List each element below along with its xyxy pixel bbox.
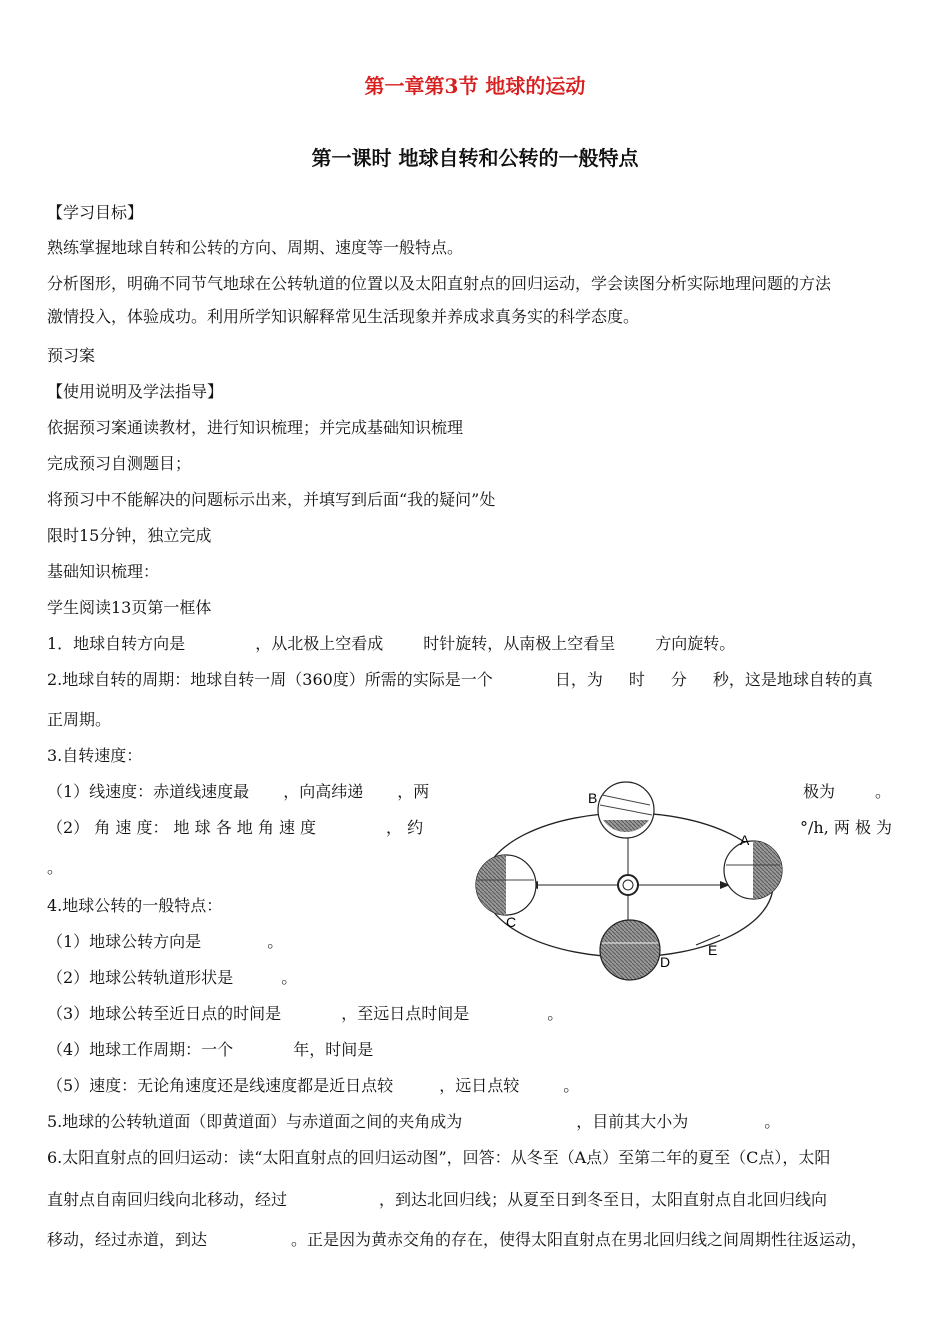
- usage-1: 依据预习案通读教材，进行知识梳理；并完成基础知识梳理: [47, 418, 464, 437]
- question-2: [47, 670, 873, 690]
- earth-a: [724, 841, 782, 899]
- question-6-line-2: [47, 1190, 827, 1210]
- q4-p1-text-a: （1）地球公转方向是: [47, 932, 202, 951]
- q4-p4-text-a: （4）地球工作周期：一个: [47, 1040, 234, 1059]
- q5-text-b: ，目前其大小为: [576, 1112, 689, 1131]
- q3-l1-text-e: 。: [875, 782, 892, 801]
- question-1: [47, 634, 735, 654]
- question-6-line-3: [47, 1230, 867, 1250]
- figure-label-a: A: [740, 832, 750, 848]
- question-6-line-1: 6.太阳直射点的回归运动：读“太阳直射点的回归运动图”，回答：从冬至（A点）至第二年的夏至（C点），太阳: [47, 1148, 831, 1167]
- q4-p3-text-c: 。: [547, 1004, 564, 1023]
- earth-d: [600, 920, 660, 980]
- question-4-head: 4.地球公转的一般特点：: [47, 896, 223, 915]
- q2-text-d: 分: [670, 670, 687, 689]
- q3-angular-speed: [47, 818, 423, 838]
- q3-line-speed: [47, 782, 429, 802]
- q6-text-b: ，到达北回归线；从夏至日到冬至日，太阳直射点自北回归线向: [379, 1190, 828, 1209]
- q6-text-d: 。正是因为黄赤交角的存在，使得太阳直射点在男北回归线之间周期性往返运动，: [291, 1230, 868, 1249]
- q4-p3-text-b: ，至远日点时间是: [341, 1004, 470, 1023]
- question-3-head: 3.自转速度：: [47, 746, 143, 765]
- q2-text-c: 时: [628, 670, 645, 689]
- goal-1: 熟练掌握地球自转和公转的方向、周期、速度等一般特点。: [47, 238, 464, 257]
- q4-p4-text-b: 年，时间是: [293, 1040, 374, 1059]
- q1-text-c: 时针旋转，从南极上空看呈: [423, 634, 616, 653]
- q4-part-1: [47, 932, 283, 952]
- q3-l1-text-c: ，两: [397, 782, 430, 801]
- figure-label-e: E: [708, 942, 718, 958]
- goal-3: 激情投入，体验成功。利用所学知识解释常见生活现象并养成求真务实的科学态度。: [47, 307, 640, 326]
- figure-label-d: D: [660, 954, 671, 970]
- sun: [618, 875, 638, 895]
- q3-l1-text-a: （1）线速度：赤道线速度最: [47, 782, 250, 801]
- q4-p5-text-c: 。: [563, 1076, 580, 1095]
- q4-p5-text-a: （5）速度：无论角速度还是线速度都是近日点较: [47, 1076, 394, 1095]
- q4-part-4: [47, 1040, 373, 1060]
- q1-text-a: 1．地球自转方向是: [47, 634, 186, 653]
- question-2-cont: 正周期。: [47, 710, 112, 729]
- q3-angular-speed-cont: 。: [47, 858, 64, 877]
- basics-heading: 基础知识梳理：: [47, 562, 160, 581]
- q4-p2-text-b: 。: [281, 968, 298, 987]
- q4-part-3: [47, 1004, 563, 1024]
- q2-text-a: 2.地球自转的周期：地球自转一周（360度）所需的实际是一个: [47, 670, 493, 689]
- earth-orbit-diagram: [468, 775, 798, 985]
- q4-p3-text-a: （3）地球公转至近日点的时间是: [47, 1004, 282, 1023]
- q4-part-5: [47, 1076, 579, 1096]
- preview-heading: 预习案: [47, 346, 96, 365]
- figure-label-c: C: [506, 914, 517, 930]
- goal-2: 分析图形，明确不同节气地球在公转轨道的位置以及太阳直射点的回归运动，学会读图分析实际地理问题的方法: [47, 274, 832, 293]
- read-instruction: 学生阅读13页第一框体: [47, 598, 212, 617]
- goals-header: 【学习目标】: [47, 203, 144, 222]
- q1-text-b: ，从北极上空看成: [255, 634, 384, 653]
- usage-3: 将预习中不能解决的问题标示出来，并填写到后面“我的疑问”处: [47, 490, 496, 509]
- usage-2: 完成预习自测题目；: [47, 454, 192, 473]
- q2-text-e: 秒，这是地球自转的真: [712, 670, 873, 689]
- q3-line-speed-end: [803, 782, 891, 802]
- q3-l1-text-d: 极为: [803, 782, 836, 801]
- q4-p2-text-a: （2）地球公转轨道形状是: [47, 968, 234, 987]
- q3-l2-text-b: ， 约: [386, 818, 424, 837]
- q3-angular-speed-end: °/h, 两 极 为: [800, 818, 893, 837]
- q3-l2-text-a: （2） 角 速 度： 地 球 各 地 角 速 度: [47, 818, 317, 837]
- q4-p5-text-b: ，远日点较: [439, 1076, 520, 1095]
- page-title: 第一章第3节 地球的运动: [364, 74, 586, 98]
- q4-part-2: [47, 968, 297, 988]
- q3-l1-text-b: ，向高纬递: [283, 782, 364, 801]
- q2-text-b: 日，为: [554, 670, 603, 689]
- q6-text-a: 直射点自南回归线向北移动，经过: [47, 1190, 288, 1209]
- q6-text-c: 移动，经过赤道，到达: [47, 1230, 208, 1249]
- question-5: [47, 1112, 780, 1132]
- earth-c: [476, 855, 536, 915]
- q5-text-a: 5.地球的公转轨道面（即黄道面）与赤道面之间的夹角成为: [47, 1112, 463, 1131]
- usage-4: 限时15分钟，独立完成: [47, 526, 212, 545]
- q1-text-d: 方向旋转。: [655, 634, 736, 653]
- page-subtitle: 第一课时 地球自转和公转的一般特点: [311, 146, 639, 170]
- q4-p1-text-b: 。: [267, 932, 284, 951]
- q5-text-c: 。: [764, 1112, 781, 1131]
- figure-label-b: B: [588, 790, 598, 806]
- usage-header: 【使用说明及学法指导】: [47, 382, 224, 401]
- earth-b: [598, 782, 654, 838]
